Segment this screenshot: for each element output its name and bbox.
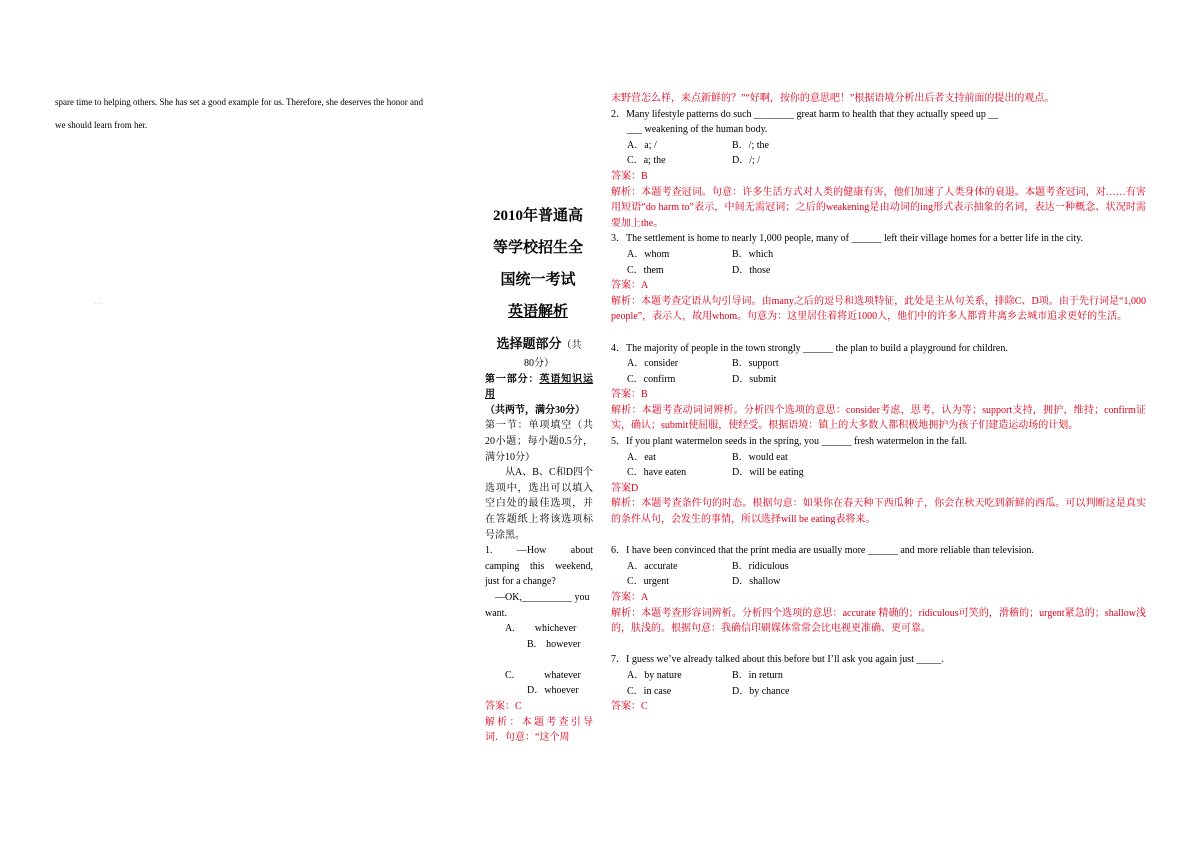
- section-note: 80分）: [524, 358, 554, 369]
- question-1-stem: 1. —How about camping this weekend, just for a change?: [485, 545, 593, 588]
- question-2: [611, 107, 1146, 232]
- column-3: [611, 91, 1146, 715]
- option: B. however: [527, 638, 581, 650]
- analysis: 解析：本题考查定语从句引导词。由many之后的逗号和选项特征，此处是主从句关系，排除C、D项。由于先行词是“1,000 people”，表示人，故用whom。句意为：这里居住着将近1000人，他们中的许多人都背井离乡去城市追求更好的生活。: [611, 295, 1146, 323]
- analysis: 解析：本题考查动词词辨析。分析四个选项的意思：consider考虑，思考，认为等；support支持，拥护，维持；confirm证实，确认；submit使屈服，使经受。根据语境：镇上的大多数人都积极地拥护为孩子们建造运动场的计划。: [611, 404, 1146, 432]
- text-line: we should learn from her.: [55, 120, 148, 130]
- option: A．by nature: [627, 669, 682, 681]
- answer: 答案D: [611, 482, 639, 494]
- analysis: 解析：本题考查条件句的时态。根据句意：如果你在春天种下西瓜种子，你会在秋天吃到新鲜的西瓜。可以判断这是真实的条件从句，会发生的事情，所以选择will be eating表将来。: [611, 498, 1146, 526]
- option: C．confirm: [627, 373, 676, 385]
- answer: 答案：A: [611, 280, 649, 292]
- option: D．will be eating: [732, 467, 804, 479]
- option: A．eat: [627, 451, 656, 463]
- page-title-line: 国统一考试: [500, 272, 576, 288]
- option: D．by chance: [732, 685, 790, 697]
- option: B．which: [732, 248, 774, 260]
- analysis-continued: 末野营怎么样，来点新鲜的？”“好啊，按你的意思吧！”根据语境分析出后者支持前面的提出的观点。: [611, 93, 1055, 104]
- answer: 答案：C: [611, 701, 648, 713]
- part-note: （共两节，满分30分）: [485, 404, 585, 416]
- question-5: [611, 434, 1146, 528]
- question-stem: 3．The settlement is home to nearly 1,000 people, many of ______ left their village homes for a better life in the city.: [611, 233, 1083, 245]
- option: B．/; the: [732, 139, 769, 151]
- option: D．shallow: [732, 576, 781, 588]
- page-title-line: 等学校招生全: [492, 240, 583, 256]
- question-4: [611, 341, 1146, 435]
- option: C．urgent: [627, 576, 670, 588]
- analysis: 解析：本题考查形容词辨析。分析四个选项的意思：accurate 精确的；ridiculous可笑的，滑稽的；urgent紧急的；shallow浅的，肤浅的。根据句意：我确信印刷媒体常常会比电视更准确、更可靠。: [611, 607, 1146, 635]
- option: A．a; /: [627, 139, 657, 151]
- option: C．a; the: [627, 155, 666, 167]
- text-line: spare time to helping others. She has set a good example for us. Therefore, she deserves the honor and: [55, 97, 423, 107]
- option: A．whom: [627, 248, 670, 260]
- part-label: 第一部分：: [485, 373, 540, 385]
- option: A．consider: [627, 358, 679, 370]
- title-block: [478, 200, 598, 328]
- section-text: 第一节：单项填空（共20小题；每小题0.5分，满分10分）: [485, 420, 593, 463]
- answer: 答案：C: [485, 701, 522, 713]
- column-2: [485, 334, 593, 746]
- question-7: [611, 652, 1146, 714]
- instructions: 从A、B、C和D四个选项中，选出可以填入空白处的最佳选项，并在答题纸上将该选项标号涂黑。: [485, 467, 593, 541]
- question-stem: 6．I have been convinced that the print media are usually more ______ and more reliable than television.: [611, 545, 1034, 557]
- speck-marks: . . .: [95, 300, 103, 306]
- option: D．those: [732, 264, 771, 276]
- question-stem: 7．I guess we’ve already talked about this before but I’ll ask you again just _____.: [611, 654, 944, 666]
- page-title-line: 2010年普通高: [492, 208, 583, 224]
- option: D．whoever: [527, 685, 579, 697]
- question-3: [611, 231, 1146, 325]
- question-1-dialogue: —OK,__________ you want.: [485, 591, 590, 619]
- option: B．ridiculous: [732, 560, 789, 572]
- answer: 答案：B: [611, 170, 648, 182]
- option: D．submit: [732, 373, 777, 385]
- column-1: [55, 96, 495, 132]
- section-heading: 选择题部分: [496, 336, 562, 351]
- option: B．would eat: [732, 451, 788, 463]
- option: A. whichever: [505, 623, 577, 635]
- option: C．them: [627, 264, 664, 276]
- section-note: （共: [561, 340, 582, 351]
- option: D．/; /: [732, 155, 761, 167]
- part-name: 英语知识运用: [485, 373, 594, 401]
- option: A．accurate: [627, 560, 678, 572]
- option: C．have eaten: [627, 467, 687, 479]
- option: B．in return: [732, 669, 783, 681]
- analysis: 解析：本题考查冠词。句意：许多生活方式对人类的健康有害，他们加速了人类身体的衰退。本题考查冠词，对……有害用短语“do harm to”表示，中间无需冠词；之后的weakening是由动词的ing形式表示抽象的名词，表达一种概念、状况时需要加上the。: [611, 186, 1146, 229]
- question-6: [611, 543, 1146, 637]
- option: C. whatever: [505, 669, 581, 681]
- question-stem: 4．The majority of people in the town strongly ______ the plan to build a playground for children.: [611, 342, 1008, 354]
- option: B．support: [732, 358, 779, 370]
- analysis: 解析：本题考查引导词．句意：“这个周: [485, 716, 593, 744]
- question-stem-cont: ___ weakening of the human body.: [627, 124, 768, 136]
- option: C．in case: [627, 685, 672, 697]
- answer: 答案：A: [611, 592, 649, 603]
- page-title-line: 英语解析: [507, 304, 568, 320]
- question-stem: 5．If you plant watermelon seeds in the spring, you ______ fresh watermelon in the fall.: [611, 436, 968, 448]
- answer: 答案：B: [611, 389, 648, 401]
- question-stem: 2．Many lifestyle patterns do such ________ great harm to health that they actually speed up __: [611, 108, 999, 120]
